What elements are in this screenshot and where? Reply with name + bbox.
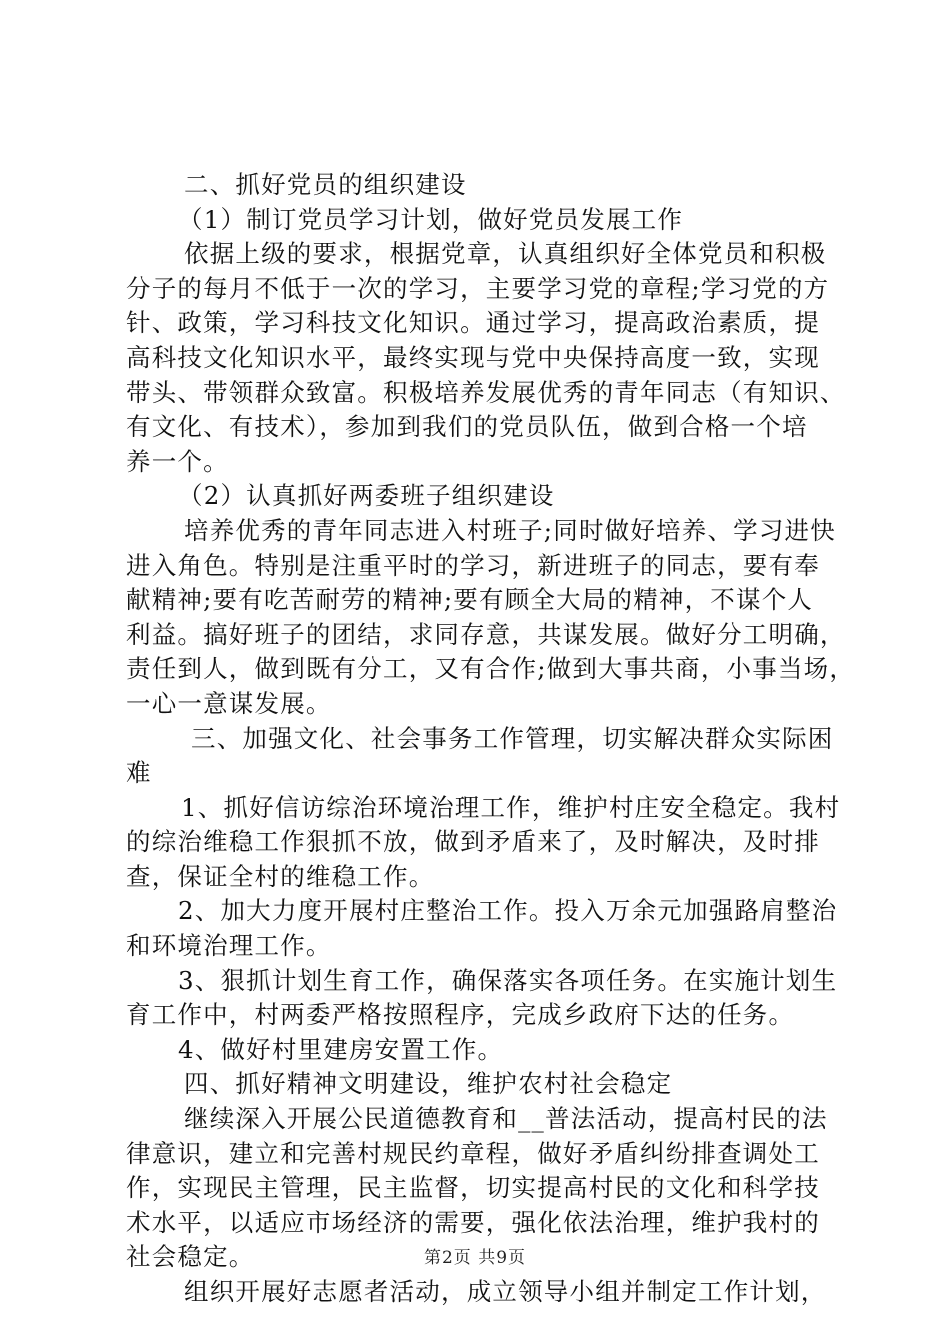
text-line: 分子的每月不低于一次的学习，主要学习党的章程;学习党的方: [126, 273, 830, 303]
text-line: 一心一意谋发展。: [126, 688, 332, 718]
text-line: 培养优秀的青年同志进入村班子;同时做好培养、学习进快: [184, 515, 836, 545]
text-line: 组织开展好志愿者活动，成立领导小组并制定工作计划，: [184, 1277, 827, 1306]
text-line: 有文化、有技术），参加到我们的党员队伍，做到合格一个培: [126, 412, 808, 442]
section-heading: 三、加强文化、社会事务工作管理，切实解决群众实际困: [191, 723, 834, 753]
text-line: 责任到人，做到既有分工，又有合作;做到大事共商，小事当场，: [126, 654, 856, 684]
text-line: 献精神;要有吃苦耐劳的精神;要有顾全大局的精神，不谋个人: [126, 585, 814, 615]
text-line: 依据上级的要求，根据党章，认真组织好全体党员和积极: [184, 239, 827, 269]
text-line: 的综治维稳工作狠抓不放，做到矛盾来了，及时解决，及时排: [126, 827, 820, 857]
page-number: 第2页 共9页: [423, 1248, 527, 1268]
text-line: 养一个。: [126, 446, 229, 476]
text-line: 针、政策，学习科技文化知识。通过学习，提高政治素质，提: [126, 308, 820, 338]
text-line: 查，保证全村的维稳工作。: [126, 861, 435, 891]
text-line: 进入角色。特别是注重平时的学习，新进班子的同志，要有奉: [126, 550, 820, 580]
subsection-heading: （2）认真抓好两委班子组织建设: [178, 481, 555, 511]
text-line: 社会稳定。: [126, 1242, 255, 1272]
text-line: 3、狠抓计划生育工作，确保落实各项任务。在实施计划生: [178, 965, 838, 995]
text-line: 高科技文化知识水平，最终实现与党中央保持高度一致，实现: [126, 342, 820, 372]
text-line: 2、加大力度开展村庄整治工作。投入万余元加强路肩整治: [178, 896, 838, 926]
text-line: 术水平，以适应市场经济的需要，强化依法治理，维护我村的: [126, 1207, 820, 1237]
text-line: 4、做好村里建房安置工作。: [178, 1034, 504, 1064]
text-line: 作，实现民主管理，民主监督，切实提高村民的文化和科学技: [126, 1173, 820, 1203]
text-line: 和环境治理工作。: [126, 931, 332, 961]
text-line: 带头、带领群众致富。积极培养发展优秀的青年同志（有知识、: [126, 377, 846, 407]
text-line: 继续深入开展公民道德教育和__普法活动，提高村民的法: [184, 1104, 828, 1134]
text-line: 利益。搞好班子的团结，求同存意，共谋发展。做好分工明确，: [126, 619, 846, 649]
text-line: 律意识，建立和完善村规民约章程，做好矛盾纠纷排查调处工: [126, 1138, 820, 1168]
section-heading: 四、抓好精神文明建设，维护农村社会稳定: [184, 1069, 673, 1099]
section-heading: 二、抓好党员的组织建设: [184, 170, 467, 199]
document-body: [126, 168, 856, 1310]
subsection-heading: （1）制订党员学习计划，做好党员发展工作: [178, 204, 684, 234]
text-line: 育工作中，村两委严格按照程序，完成乡政府下达的任务。: [126, 1000, 795, 1030]
text-line: 1、抓好信访综治环境治理工作，维护村庄安全稳定。我村: [181, 792, 841, 822]
text-line: 难: [126, 758, 152, 788]
